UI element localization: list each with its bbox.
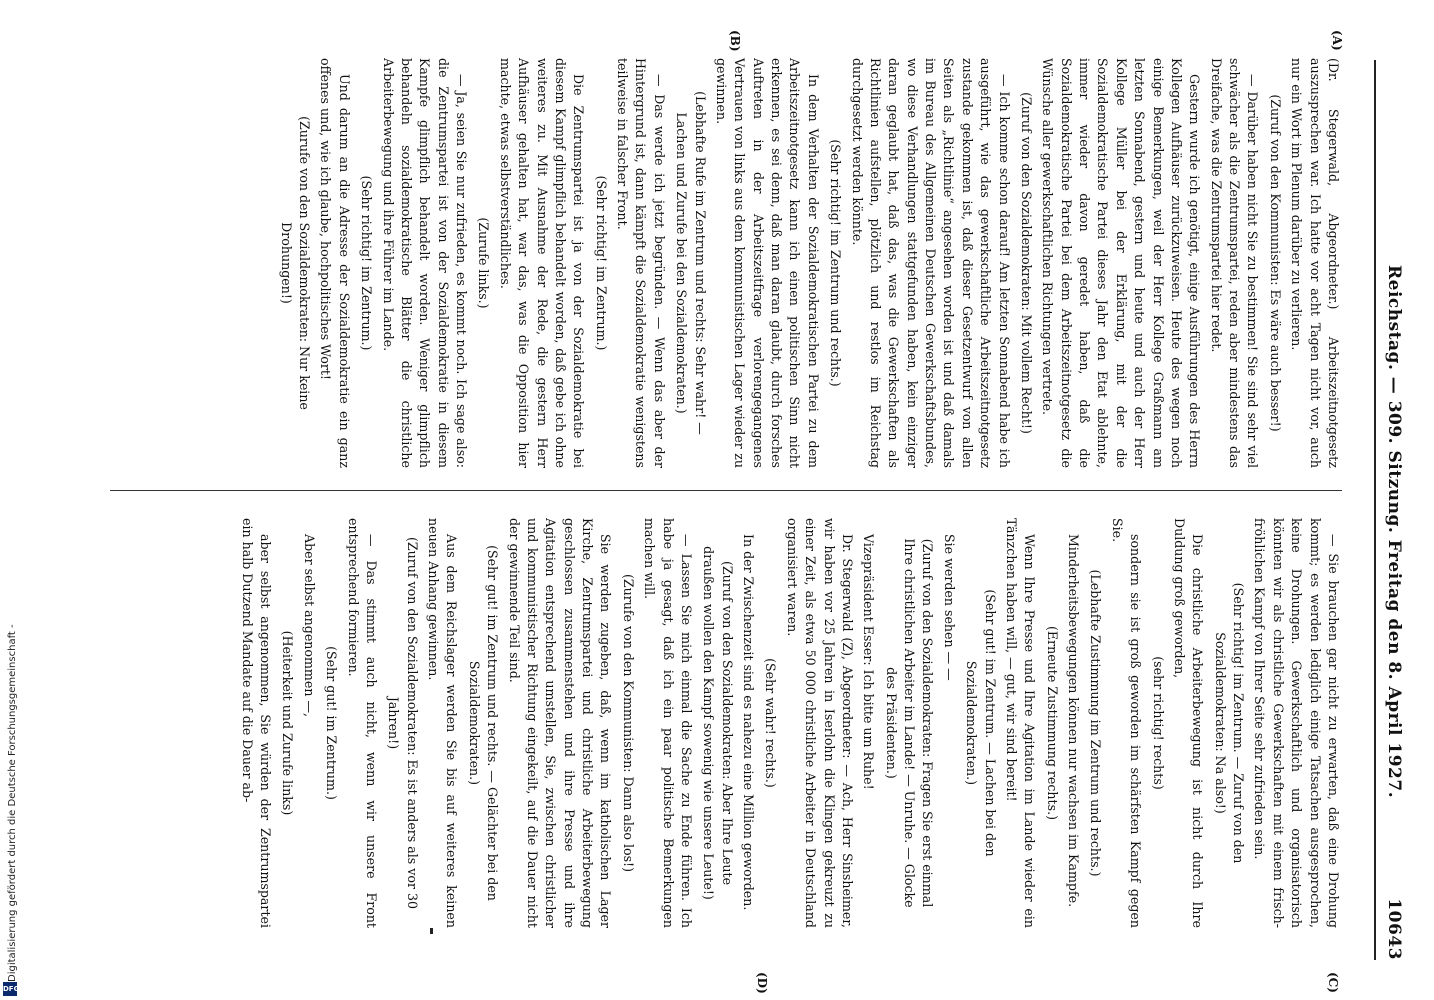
paragraph: Sie werden sehen — — bbox=[941, 534, 957, 681]
header-title: Reichstag. — 309. Sitzung. Freitag den 8. April 1927. bbox=[1384, 265, 1404, 799]
margin-letter-d: (D) bbox=[755, 972, 769, 994]
interjection: (Zuruf von den Kommunisten: Es wäre auch besser!) bbox=[1267, 94, 1283, 432]
interjection: (sehr richtig! rechts) bbox=[1150, 656, 1166, 790]
interjection: (Sehr wahr! rechts.) bbox=[763, 658, 779, 788]
interjection: (Sehr richtig! im Zentrum.) bbox=[359, 175, 375, 351]
interjection: (Heiterkeit und Zurufe links) bbox=[280, 630, 296, 816]
page-header bbox=[1364, 60, 1404, 960]
interjection: (Erneute Zustimmung rechts.) bbox=[1044, 626, 1060, 820]
margin-letter-c: (C) bbox=[1326, 972, 1340, 993]
interjection: (Zuruf von den Sozialdemokraten: Aber Ihre Leute draußen wollen den Kampf sowenig wie unsere Leute!) bbox=[701, 546, 735, 900]
margin-letter-a: (A) bbox=[1330, 30, 1344, 51]
header-rule bbox=[1374, 60, 1376, 960]
paragraph: Gestern wurde ich genötigt, einige Ausführungen des Herrn Kollegen Aufhäuser zurückzuweisen. Heute des wegen noch einige Bemerkungen, weil der Herr Kollege Graßmann am letzten Sonnabend, gestern und heute und auch der Herr Kollege Müller bei der Erklärung, mit der die Sozialdemokratische Partei dieses Jahr den Etat ablehnte, immer wieder davon geredet haben, daß die Sozialdemokratische Partei bei dem Arbeitszeitnotgesetz die Wünsche aller gewerkschaftlichen Richtungen vertrete. bbox=[1040, 58, 1203, 468]
paragraph: Wenn Ihre Presse und Ihre Agitation im Lande wieder ein Tänzchen haben will, — gut, wir sind bereit! bbox=[1004, 518, 1038, 928]
paragraph: — Lassen Sie mich einmal die Sache zu Ende führen. Ich habe ja gesagt, daß ich ein paar politische Bemerkungen machen will. bbox=[642, 518, 694, 928]
interjection: (Lebhafte Rufe im Zentrum und rechts: Sehr wahr! — Lachen und Zurufe bei den Sozialdemokraten.) bbox=[674, 91, 708, 435]
interjection: (Zuruf von den Sozialdemokraten: Mit vollem Recht!) bbox=[1019, 92, 1034, 434]
paragraph: — Darüber haben nicht Sie zu bestimmen! Sie sind sehr viel schwächer als die Zentrumspartei, reden aber mindestens das Dreifache, was die Zentrumspartei hier redet. bbox=[1208, 58, 1261, 468]
interjection: (Sehr gut! im Zentrum. — Lachen bei den Sozialdemokraten.) bbox=[964, 589, 998, 857]
digitization-credit-text: Digitalisierung gefördert durch die Deutsche Forschungsgemeinschaft - bbox=[7, 624, 18, 982]
column-divider bbox=[110, 490, 1342, 491]
interjection: (Sehr richtig! im Zentrum.) bbox=[593, 175, 609, 351]
page-number: 10643 bbox=[1384, 898, 1404, 960]
paragraph: Aus dem Reichslager werden Sie bis auf weiteres keinen neuen Anhang gewinnen. bbox=[426, 518, 460, 928]
paragraph: sondern sie ist groß geworden im schärfsten Kampf gegen Sie. bbox=[1109, 518, 1144, 928]
interjection: (Zuruf von den Sozialdemokraten: Fragen Sie erst einmal Ihre christlichen Arbeiter im Lande! — Unruhe. — Glocke des Präsidenten.) bbox=[883, 538, 936, 908]
paragraph: In dem Verhalten der Sozialdemokratischen Partei zu dem Arbeitszeitnotgesetz kann ich einen politischen Sinn nicht erkennen, es sei denn, daß man daran glaubt, durch forsches Auftreten in der Arbeitszeitfrage verlorengegangenes Vertrauen von links aus dem kommunistischen Lager wieder zu gewinnen. bbox=[714, 58, 821, 468]
left-text-column bbox=[110, 58, 1342, 468]
digitization-credit-strip bbox=[0, 0, 22, 1000]
margin-letter-b: (B) bbox=[728, 30, 742, 52]
scan-speck bbox=[430, 928, 433, 934]
dfg-logo: DFG bbox=[3, 982, 17, 996]
paragraph: Aber selbst angenommen —, bbox=[301, 534, 317, 718]
paragraph: Sie werden zugeben, daß, wenn im katholischen Lager Kirche, Zentrumspartei und christliche Arbeiterbewegung geschlossen zusammenstehen und ihre Presse und ihre Agitation entsprechend umstellen, Sie, zwischen christlicher und kommunistischer Richtung eingekeilt, auf die Dauer nicht der gewinnende Teil sind. bbox=[506, 518, 614, 928]
paragraph: Vizepräsident Esser: Ich bitte um Ruhe! bbox=[861, 534, 877, 790]
interjection: (Sehr richtig! im Zentrum. — Zuruf von den Sozialdemokraten: Na also!) bbox=[1212, 582, 1247, 864]
paragraph: — Das stimmt auch nicht, wenn wir unsere Front entsprechend formieren. bbox=[345, 518, 379, 928]
right-text-column bbox=[110, 518, 1342, 928]
paragraph: Die Zentrumspartei ist ja von der Sozialdemokratie bei diesem Kampf glimpflich behandelt worden, daß gebe ich ohne weiteres zu. Mit Ausnahme der Rede, die gestern Herr Aufhäuser gehalten hat, war das, was die Opposition hier machte, etwas selbstverständliches. bbox=[497, 58, 587, 468]
paragraph: Minderheitsbewegungen können nur wachsen im Kampfe. bbox=[1066, 534, 1082, 908]
paragraph: aber selbst angenommen, Sie würden der Zentrumspartei ein halb Dutzend Mandate auf die Dauer ab- bbox=[239, 518, 274, 928]
interjection: (Sehr gut! im Zentrum.) bbox=[324, 646, 340, 800]
paragraph: — Ich komme schon darauf! Am letzten Sonnabend habe ich ausgeführt, wie das gewerkschaftliche Arbeitszeitnotgesetz zustande gekommen ist, daß dieser Gesetzentwurf von allen Seiten als „Richtlinie“ angesehen worden ist und daß damals im Bureau des Allgemeinen Deutschen Gewerkschaftsbundes, wo diese Verhandlungen stattgefunden haben, kein einziger daran geglaubt hat, daß das, was die Gewerkschaften als Richtlinien aufstellen, plötzlich und restlos im Reichstag durchgesetzt werden könnte. bbox=[849, 58, 1012, 468]
paragraph: (Dr. Stegerwald, Abgeordneter.) Arbeitszeitnotgesetz auszusprechen war. Ich hatte vor acht Tagen nicht vor, auch nur ein Wort im Plenum darüber zu verlieren. bbox=[1289, 58, 1341, 468]
paragraph: In der Zwischenzeit sind es nahezu eine Million geworden. bbox=[741, 534, 757, 911]
interjection: (Sehr richtig! im Zentrum und rechts.) bbox=[828, 139, 844, 387]
interjection: (Zurufe von den Kommunisten: Dann also los!) bbox=[620, 573, 636, 873]
interjection: (Zurufe von den Sozialdemokraten: Nur keine Drohungen!) bbox=[278, 116, 313, 410]
interjection: (Sehr gut! im Zentrum und rechts. — Gelächter bei den Sozialdemokraten.) bbox=[466, 545, 501, 901]
paragraph: Die christliche Arbeiterbewegung ist nicht durch Ihre Duldung groß geworden, bbox=[1172, 518, 1206, 928]
paragraph: — Sie brauchen gar nicht zu erwarten, daß eine Drohung kommt; es werden lediglich einige Tatsachen ausgesprochen, keine Drohungen. Gewerkschaftlich und organisatorisch könnten wir als christliche Gewerkschaften mit einem frisch-fröhlichen Kampf von Ihrer Seite sehr zufrieden sein. bbox=[1252, 518, 1341, 928]
paragraph: — Das werde ich jetzt begründen. — Wenn das aber der Hintergrund ist, dann kämpft die Sozialdemokratie wenigstens teilweise in falscher Front. bbox=[615, 58, 667, 468]
paragraph: Dr. Stegerwald (Z), Abgeordneter: — Ach, Herr Sinsheimer, wir haben vor 25 Jahren in Iserlohn die Klingen gekreuzt zu einer Zeit, als etwa 50 000 christliche Arbeiter in Deutschland organisiert waren. bbox=[784, 518, 855, 928]
interjection: (Zurufe links.) bbox=[476, 217, 492, 309]
interjection: (Lebhafte Zustimmung im Zentrum und rechts.) bbox=[1088, 569, 1104, 877]
interjection: (Zuruf von den Sozialdemokraten: Es ist anders als vor 30 Jahren!) bbox=[386, 536, 420, 910]
paragraph: Und darum an die Adresse der Sozialdemokratie ein ganz offenes und, wie ich glaube, hochpolitisches Wort! bbox=[318, 58, 352, 468]
paragraph: — Ja, seien Sie nur zufrieden, es kommt noch. Ich sage also: die Zentrumspartei ist von der Sozialdemokratie in diesem Kampfe glimpflich behandelt worden. Weniger glimpflich behandeln sozialdemokratische Blätter die christliche Arbeiterbewegung und ihre Führer im Lande. bbox=[380, 58, 470, 468]
